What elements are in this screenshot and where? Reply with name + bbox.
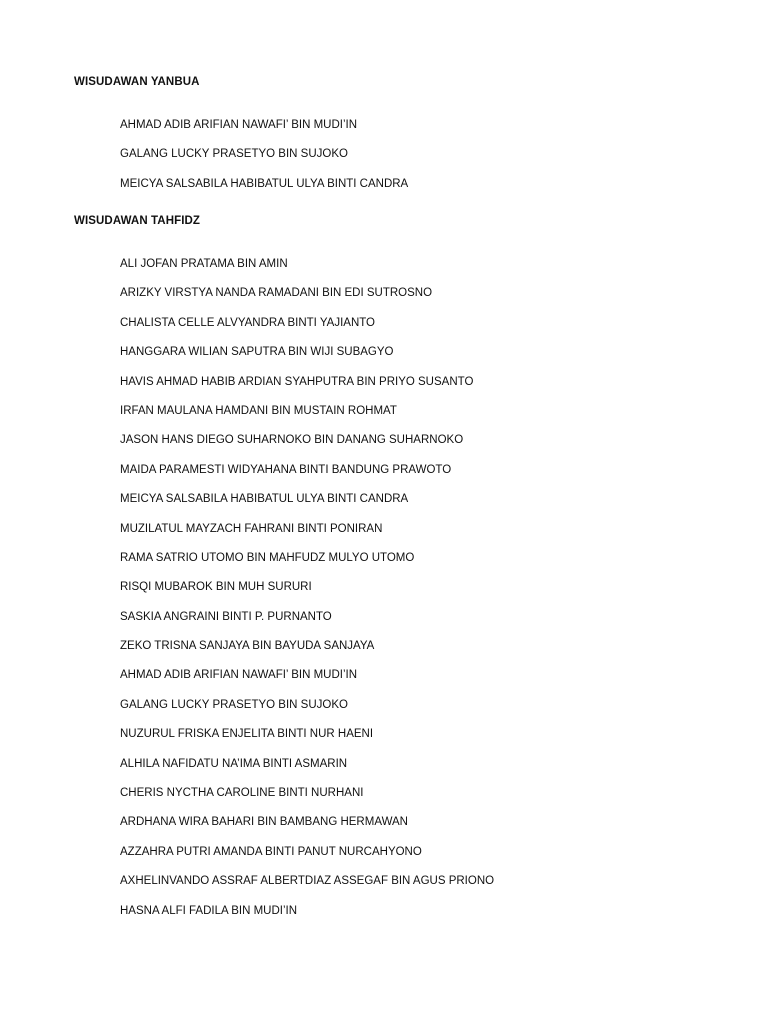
list-item-name: AXHELINVANDO ASSRAF ALBERTDIAZ ASSEGAF BIN AGUS PRIONO (120, 875, 495, 888)
list-item-name: JASON HANS DIEGO SUHARNOKO BIN DANANG SUHARNOKO (120, 434, 464, 447)
list-item-name: HASNA ALFI FADILA BIN MUDI’IN (120, 904, 298, 917)
list-item-name: RAMA SATRIO UTOMO BIN MAHFUDZ MULYO UTOMO (120, 551, 415, 564)
list-item-name: GALANG LUCKY PRASETYO BIN SUJOKO (120, 148, 348, 161)
list-item-name: AZZAHRA PUTRI AMANDA BINTI PANUT NURCAHYONO (120, 845, 422, 858)
list-item-name: MEICYA SALSABILA HABIBATUL ULYA BINTI CANDRA (120, 493, 409, 506)
list-item-name: GALANG LUCKY PRASETYO BIN SUJOKO (120, 698, 348, 711)
list-item-name: MUZILATUL MAYZACH FAHRANI BINTI PONIRAN (120, 522, 383, 535)
list-item-name: ALI JOFAN PRATAMA BIN AMIN (120, 258, 288, 270)
section-heading-yanbua: WISUDAWAN YANBUA (74, 76, 200, 88)
list-item-name: HAVIS AHMAD HABIB ARDIAN SYAHPUTRA BIN PRIYO SUSANTO (120, 375, 474, 388)
list-item-name: ALHILA NAFIDATU NA’IMA BINTI ASMARIN (120, 757, 348, 770)
list-item-name: IRFAN MAULANA HAMDANI BIN MUSTAIN ROHMAT (120, 404, 397, 417)
list-item-name: CHALISTA CELLE ALVYANDRA BINTI YAJIANTO (120, 316, 376, 329)
list-item-name: AHMAD ADIB ARIFIAN NAWAFI’ BIN MUDI’IN (120, 669, 358, 682)
list-item-name: ZEKO TRISNA SANJAYA BIN BAYUDA SANJAYA (120, 640, 375, 653)
list-item-name: ARIZKY VIRSTYA NANDA RAMADANI BIN EDI SUTROSNO (120, 287, 433, 300)
list-item-name: MEICYA SALSABILA HABIBATUL ULYA BINTI CANDRA (120, 177, 409, 190)
list-item-name: MAIDA PARAMESTI WIDYAHANA BINTI BANDUNG PRAWOTO (120, 463, 452, 476)
list-item-name: CHERIS NYCTHA CAROLINE BINTI NURHANI (120, 787, 364, 800)
section-heading-tahfidz: WISUDAWAN TAHFIDZ (74, 215, 201, 227)
list-item-name: ARDHANA WIRA BAHARI BIN BAMBANG HERMAWAN (120, 816, 408, 829)
list-item-name: RISQI MUBAROK BIN MUH SURURI (120, 581, 312, 594)
list-item-name: NUZURUL FRISKA ENJELITA BINTI NUR HAENI (120, 728, 374, 741)
list-item-name: HANGGARA WILIAN SAPUTRA BIN WIJI SUBAGYO (120, 346, 394, 359)
list-item-name: AHMAD ADIB ARIFIAN NAWAFI’ BIN MUDI’IN (120, 119, 358, 131)
list-item-name: SASKIA ANGRAINI BINTI P. PURNANTO (120, 610, 332, 623)
